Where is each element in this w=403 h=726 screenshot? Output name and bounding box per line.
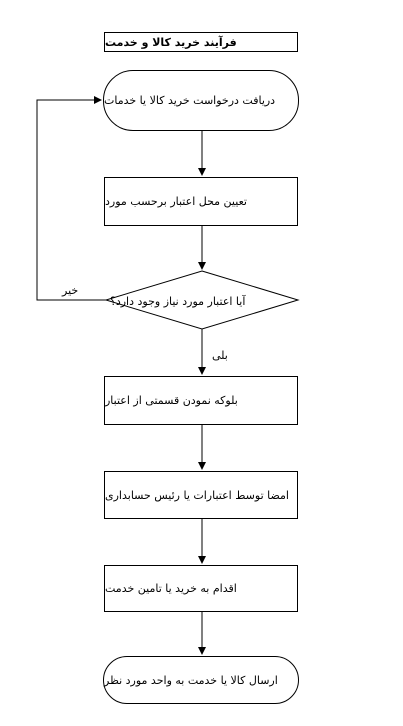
purchase-box [104,565,298,612]
block-credit-label: بلوکه نمودن قسمتی از اعتبار [105,394,238,407]
start-terminal-label: دریافت درخواست خرید کالا یا خدمات [104,94,276,107]
branch-no-label [62,284,78,297]
decision-label: آیا اعتبار مورد نیاز وجود دارد؟ [110,294,246,308]
branch-yes-label [212,349,228,362]
assign-credit-label: تعیین محل اعتبار برحسب مورد [105,195,247,208]
end-terminal [103,656,299,704]
end-terminal-label: ارسال کالا یا خدمت به واحد مورد نظر [104,673,278,687]
diagram-title-text: فرآیند خرید کالا و خدمت [105,35,237,49]
branch-yes-text: بلی [212,349,228,362]
diagram-title [104,32,298,52]
purchase-label: اقدام به خرید یا تامین خدمت [105,582,237,595]
start-terminal [103,70,299,131]
decision-label-wrap [110,288,296,314]
sign-box [104,471,298,519]
sign-label: امضا توسط اعتبارات یا رئیس حسابداری [105,488,289,502]
block-credit-box [104,376,298,425]
branch-no-text: خیر [62,284,79,297]
arrow-decision-no-loop [37,100,106,300]
assign-credit-box [104,177,298,226]
